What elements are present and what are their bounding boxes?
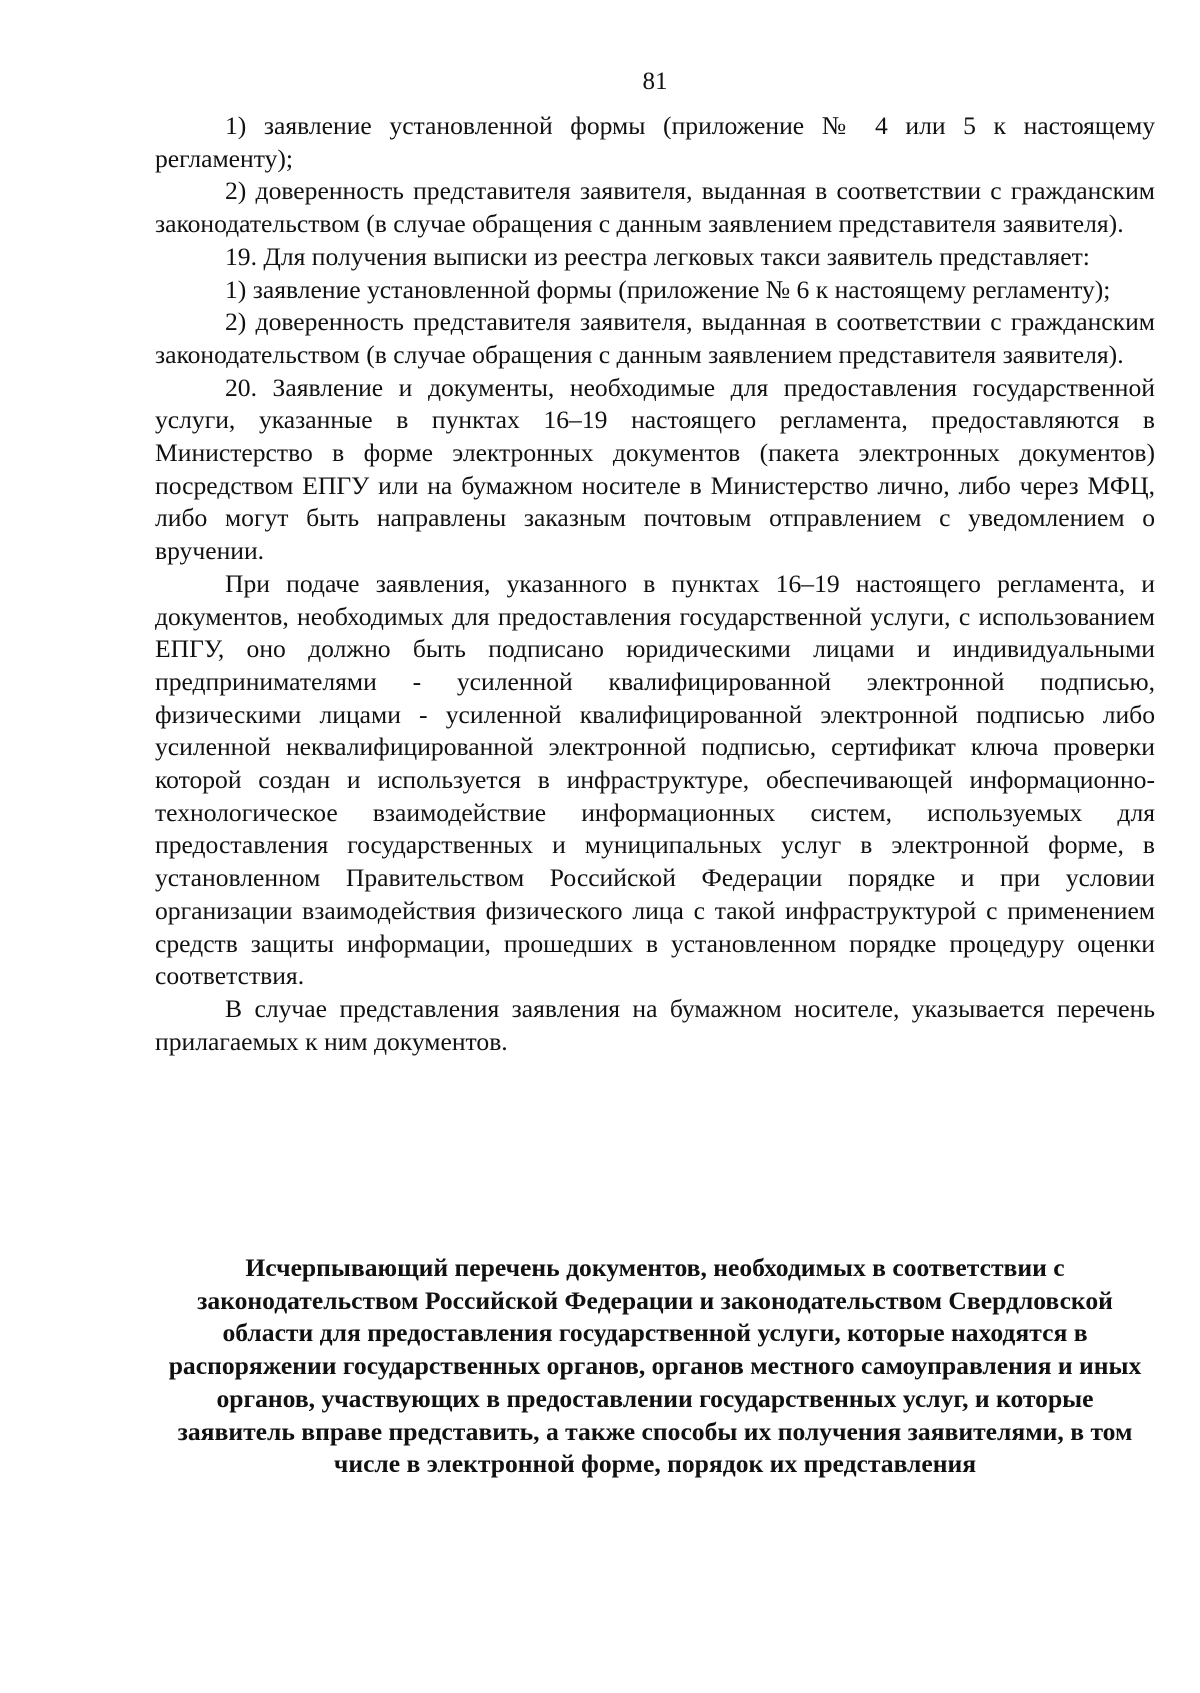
section-heading: Исчерпывающий перечень документов, необходимых в соответствии с законодательством Российской Федерации и законодательством Свердловской области для предоставления государственной услуги, которые находятся в распоряжении государственных органов, органов местного самоуправления и иных органов, участвующих в предоставлении государственных услуг, и которые заявитель вправе представить, а также способы их получения заявителями, в том числе в электронной форме, порядок их представления	[168, 1253, 1142, 1479]
paragraph-item-2-power-of-attorney-repeat: 2) доверенность представителя заявителя, выданная в соответствии с гражданским законодательством (в случае обращения с данным заявлением представителя заявителя).	[155, 307, 1155, 369]
paragraph-item-1-form-annex-6: 1) заявление установленной формы (приложение № 6 к настоящему регламенту);	[225, 274, 1111, 304]
paragraph-clause-19: 19. Для получения выписки из реестра легковых такси заявитель представляет:	[225, 241, 1090, 271]
paragraph-epgu-signature: При подаче заявления, указанного в пунктах 16–19 настоящего регламента, и документов, необходимых для предоставления государственной услуги, с использованием ЕПГУ, оно должно быть подписано юридическими лицами и индивидуальными предпринимателями - усиленной квалифицированной электронной подписью, физическими лицами - усиленной квалифицированной электронной подписью либо усиленной неквалифицированной электронной подписью, сертификат ключа проверки которой создан и используется в инфраструктуре, обеспечивающей информационно-технологическое взаимодействие информационных систем, используемых для предоставления государственных и муниципальных услуг в электронной форме, в установленном Правительством Российской Федерации порядке и при условии организации взаимодействия физического лица с такой инфраструктурой с применением средств защиты информации, прошедших в установленном порядке процедуру оценки соответствия.	[155, 568, 1155, 991]
paragraph-item-1-form: 1) заявление установленной формы (приложение № 4 или 5 к настоящему регламенту);	[155, 111, 1155, 173]
paragraph-item-2-power-of-attorney: 2) доверенность представителя заявителя, выданная в соответствии с гражданским законодательством (в случае обращения с данным заявлением представителя заявителя).	[155, 176, 1155, 239]
paragraph-clause-20: 20. Заявление и документы, необходимые для предоставления государственной услуги, указанные в пунктах 16–19 настоящего регламента, предоставляются в Министерство в форме электронных документов (пакета электронных документов) посредством ЕПГУ или на бумажном носителе в Министерство лично, либо через МФЦ, либо могут быть направлены заказным почтовым отправлением с уведомлением о вручении.	[155, 372, 1155, 566]
body-text	[155, 110, 1155, 1058]
paragraph-paper-submission: В случае представления заявления на бумажном носителе, указывается перечень прилагаемых к ним документов.	[155, 993, 1155, 1056]
page-number: 81	[642, 68, 668, 95]
